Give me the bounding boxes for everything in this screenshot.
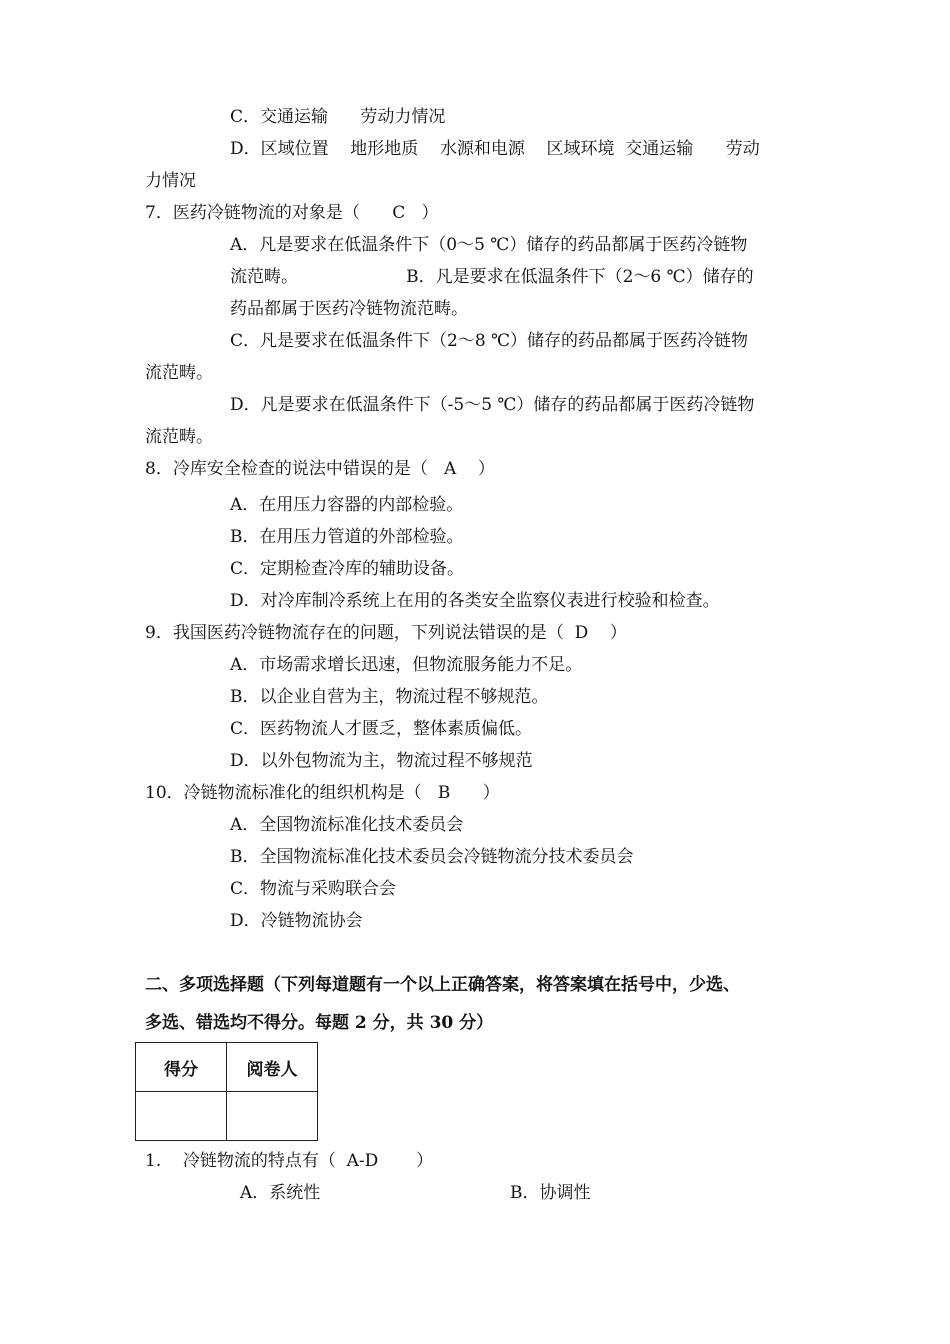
- q10-option-d: D．冷链物流协会: [230, 911, 363, 931]
- q9-option-d: D．以外包物流为主，物流过程不够规范: [230, 751, 533, 771]
- q10-option-b: B．全国物流标准化技术委员会冷链物流分技术委员会: [230, 847, 634, 867]
- q7-option-b-continued: 药品都属于医药冷链物流范畴。: [230, 299, 468, 319]
- q8-option-d: D．对冷库制冷系统上在用的各类安全监察仪表进行校验和检查。: [230, 591, 720, 611]
- q7-option-c: C．凡是要求在低温条件下（2～8 ℃）储存的药品都属于医药冷链物: [230, 331, 749, 351]
- q9-option-a: A．市场需求增长迅速，但物流服务能力不足。: [230, 655, 583, 675]
- q9-stem: 9．我国医药冷链物流存在的问题，下列说法错误的是（ D ）: [145, 623, 627, 643]
- section2-heading: 二、多项选择题（下列每道题有一个以上正确答案，将答案填在括号中，少选、: [145, 975, 740, 995]
- mq1-option-a: A．系统性: [240, 1183, 321, 1203]
- q10-option-a: A．全国物流标准化技术委员会: [230, 815, 464, 835]
- q7-option-a: A．凡是要求在低温条件下（0～5 ℃）储存的药品都属于医药冷链物: [230, 235, 748, 255]
- mq1-option-b: B．协调性: [510, 1183, 591, 1203]
- q7-option-c-continued: 流范畴。: [145, 363, 213, 383]
- q9-option-b: B．以企业自营为主，物流过程不够规范。: [230, 687, 549, 707]
- q8-option-c: C．定期检查冷库的辅助设备。: [230, 559, 465, 579]
- score-cell: [136, 1092, 227, 1141]
- q8-option-b: B．在用压力管道的外部检验。: [230, 527, 464, 547]
- q6-option-c: C．交通运输 劳动力情况: [230, 107, 446, 127]
- score-label: 得分: [136, 1043, 227, 1092]
- mq1-stem: 1. 冷链物流的特点有（ A-D ）: [145, 1151, 434, 1171]
- q7-option-a-b: 流范畴。 B．凡是要求在低温条件下（2～6 ℃）储存的: [230, 267, 754, 287]
- q7-option-d-continued: 流范畴。: [145, 427, 213, 447]
- q6-option-d-continued: 力情况: [145, 171, 196, 191]
- q8-stem: 8．冷库安全检查的说法中错误的是（ A ）: [145, 459, 495, 479]
- q7-option-d: D．凡是要求在低温条件下（-5～5 ℃）储存的药品都属于医药冷链物: [230, 395, 755, 415]
- section2-heading-continued: 多选、错选均不得分。每题 2 分，共 30 分）: [145, 1013, 494, 1033]
- score-table: [135, 1042, 318, 1141]
- q10-stem: 10．冷链物流标准化的组织机构是（ B ）: [145, 783, 500, 803]
- q7-stem: 7．医药冷链物流的对象是（ C ）: [145, 203, 439, 223]
- q6-option-d: D．区域位置 地形地质 水源和电源 区域环境 交通运输 劳动: [230, 139, 760, 159]
- grader-label: 阅卷人: [227, 1043, 318, 1092]
- grader-cell: [227, 1092, 318, 1141]
- q9-option-c: C．医药物流人才匮乏，整体素质偏低。: [230, 719, 533, 739]
- q8-option-a: A．在用压力容器的内部检验。: [230, 495, 464, 515]
- q10-option-c: C．物流与采购联合会: [230, 879, 397, 899]
